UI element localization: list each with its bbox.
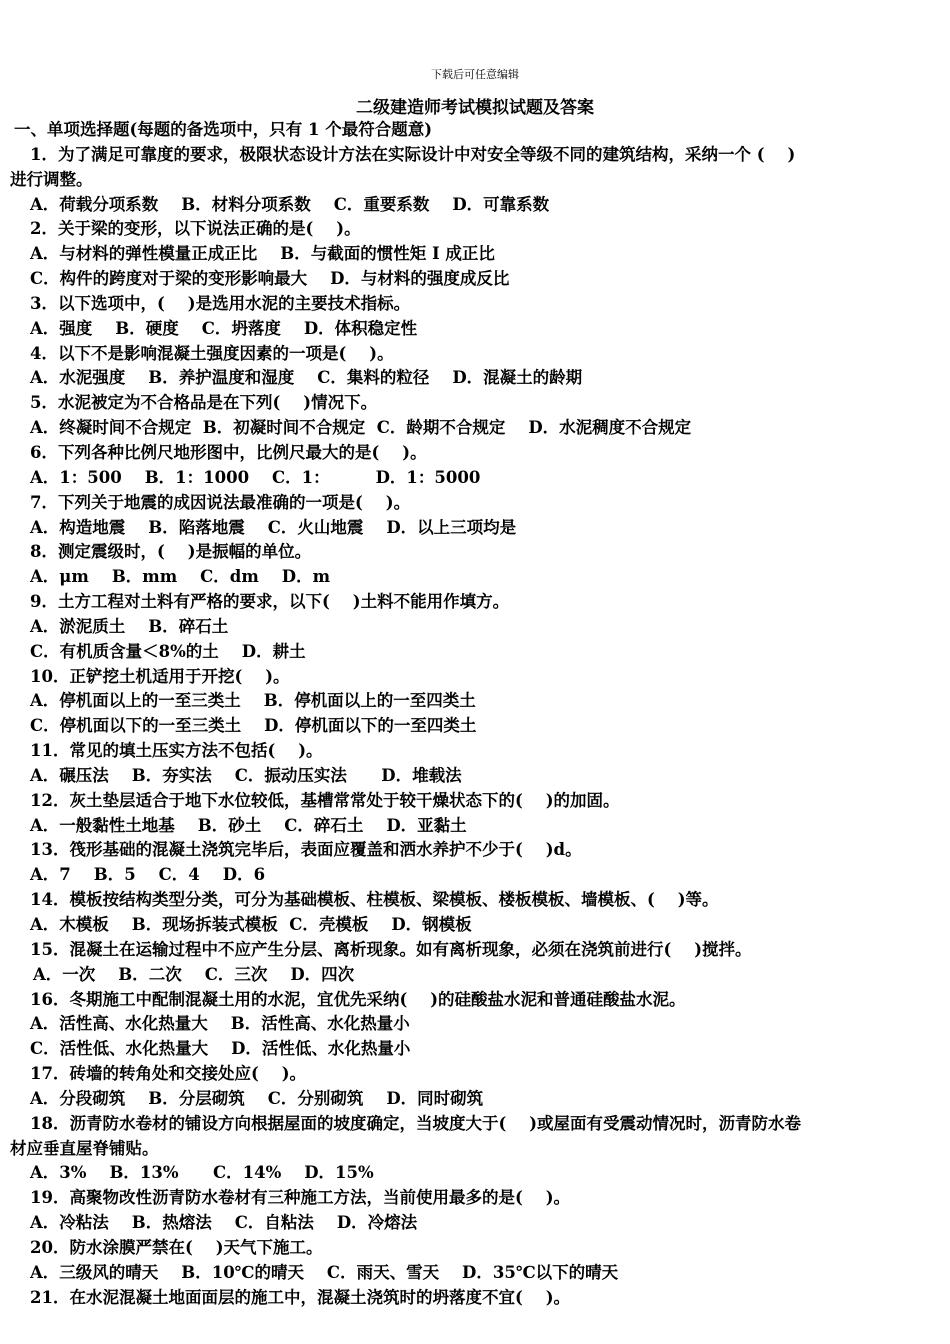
options-line: A．3% B．13% C．14% D．15% <box>30 1163 374 1183</box>
options-line: A．三级风的晴天 B．10℃的晴天 C．雨天、雪天 D．35℃以下的晴天 <box>30 1262 619 1282</box>
question-line: 2．关于梁的变形，以下说法正确的是( )。 <box>30 219 361 239</box>
question-line: 8．测定震级时，( )是振幅的单位。 <box>30 542 312 562</box>
options-line: A．终凝时间不合规定 B．初凝时间不合规定 C．龄期不合规定 D．水泥稠度不合规定 <box>30 418 692 438</box>
question-line: 19．高聚物改性沥青防水卷材有三种施工方法，当前使用最多的是( )。 <box>30 1188 571 1208</box>
options-line: A．水泥强度 B．养护温度和湿度 C．集料的粒径 D．混凝土的龄期 <box>30 368 583 388</box>
options-line: A．分段砌筑 B．分层砌筑 C．分别砌筑 D．同时砌筑 <box>30 1088 484 1108</box>
options-line: A．与材料的弹性模量正成正比 B．与截面的惯性矩 I 成正比 <box>30 244 495 264</box>
question-line: 18．沥青防水卷材的铺设方向根据屋面的坡度确定，当坡度大于( )或屋面有受震动情况时，沥青防水卷 <box>30 1113 802 1133</box>
question-line: 11．常见的填土压实方法不包括( )。 <box>30 741 323 761</box>
question-continuation: 材应垂直屋脊铺贴。 <box>10 1138 159 1158</box>
question-line: 15．混凝土在运输过程中不应产生分层、离析现象。如有离析现象，必须在浇筑前进行( )搅拌。 <box>30 939 752 959</box>
question-line: 9．土方工程对土料有严格的要求，以下( )土料不能用作填方。 <box>30 592 510 612</box>
options-line: A．1：500 B．1：1000 C．1： D．1：5000 <box>30 467 481 487</box>
question-line: 3．以下选项中，( )是选用水泥的主要技术指标。 <box>30 293 411 313</box>
question-line: 17．砖墙的转角处和交接处应( )。 <box>30 1064 307 1084</box>
question-continuation: 进行调整。 <box>10 169 93 189</box>
options-line: A．碾压法 B．夯实法 C．振动压实法 D．堆载法 <box>30 765 462 785</box>
question-line: 13．筏形基础的混凝土浇筑完毕后，表面应覆盖和洒水养护不少于( )d。 <box>30 840 582 860</box>
question-line: 7．下列关于地震的成因说法最准确的一项是( )。 <box>30 492 411 512</box>
question-line: 5．水泥被定为不合格品是在下列( )情况下。 <box>30 393 378 413</box>
question-line: 14．模板按结构类型分类，可分为基础模板、柱模板、梁模板、楼板模板、墙模板、( )等。 <box>30 890 719 910</box>
question-line: 6．下列各种比例尺地形图中，比例尺最大的是( )。 <box>30 442 427 462</box>
options-line: C．活性低、水化热量大 D．活性低、水化热量小 <box>30 1039 411 1059</box>
options-line: A．木模板 B．现场拆装式模板 C．壳模板 D．钢模板 <box>30 915 472 934</box>
question-line: 21．在水泥混凝土地面面层的施工中，混凝土浇筑时的坍落度不宜( )。 <box>30 1287 571 1307</box>
options-line: A．7 B．5 C．4 D．6 <box>30 865 266 885</box>
options-line: A．荷载分项系数 B．材料分项系数 C．重要系数 D．可靠系数 <box>30 194 550 214</box>
options-line: A．构造地震 B．陷落地震 C．火山地震 D．以上三项均是 <box>30 517 517 537</box>
options-line: A．μm B．mm C．dm D．m <box>30 567 331 587</box>
options-line: A．活性高、水化热量大 B．活性高、水化热量小 <box>30 1014 410 1034</box>
section-heading: 一、单项选择题(每题的备选项中，只有 1 个最符合题意) <box>14 120 433 139</box>
options-line: C．停机面以下的一至三类土 D．停机面以下的一至四类土 <box>30 716 477 736</box>
question-line: 4．以下不是影响混凝土强度因素的一项是( )。 <box>30 343 394 363</box>
document-title: 二级建造师考试模拟试题及答案 <box>356 98 594 118</box>
header-note: 下载后可任意编辑 <box>431 68 519 81</box>
question-line: 1．为了满足可靠度的要求，极限状态设计方法在实际设计中对安全等级不同的建筑结构，采纳一个 ( ) <box>30 144 796 164</box>
question-line: 16．冬期施工中配制混凝土用的水泥，宜优先采纳( )的硅酸盐水泥和普通硅酸盐水泥。 <box>30 989 686 1009</box>
question-body <box>0 118 950 1311</box>
options-line: A．停机面以上的一至三类土 B．停机面以上的一至四类土 <box>30 691 476 711</box>
options-line: C．构件的跨度对于梁的变形影响最大 D．与材料的强度成反比 <box>30 269 510 289</box>
question-line: 20．防水涂膜严禁在( )天气下施工。 <box>30 1237 323 1257</box>
options-line: A．强度 B．硬度 C．坍落度 D．体积稳定性 <box>30 318 418 338</box>
question-line: 12．灰土垫层适合于地下水位较低，基槽常常处于较干燥状态下的( )的加固。 <box>30 790 620 810</box>
options-line: A．一次 B．二次 C．三次 D．四次 <box>33 964 355 984</box>
options-line: A．冷粘法 B．热熔法 C．自粘法 D．冷熔法 <box>30 1213 418 1233</box>
options-line: A．淤泥质土 B．碎石土 <box>30 616 229 636</box>
options-line: A．一般黏性土地基 B．砂土 C．碎石土 D．亚黏土 <box>30 815 467 835</box>
question-line: 10．正铲挖土机适用于开挖( )。 <box>30 666 290 686</box>
options-line: C．有机质含量＜8%的土 D．耕土 <box>30 641 306 661</box>
